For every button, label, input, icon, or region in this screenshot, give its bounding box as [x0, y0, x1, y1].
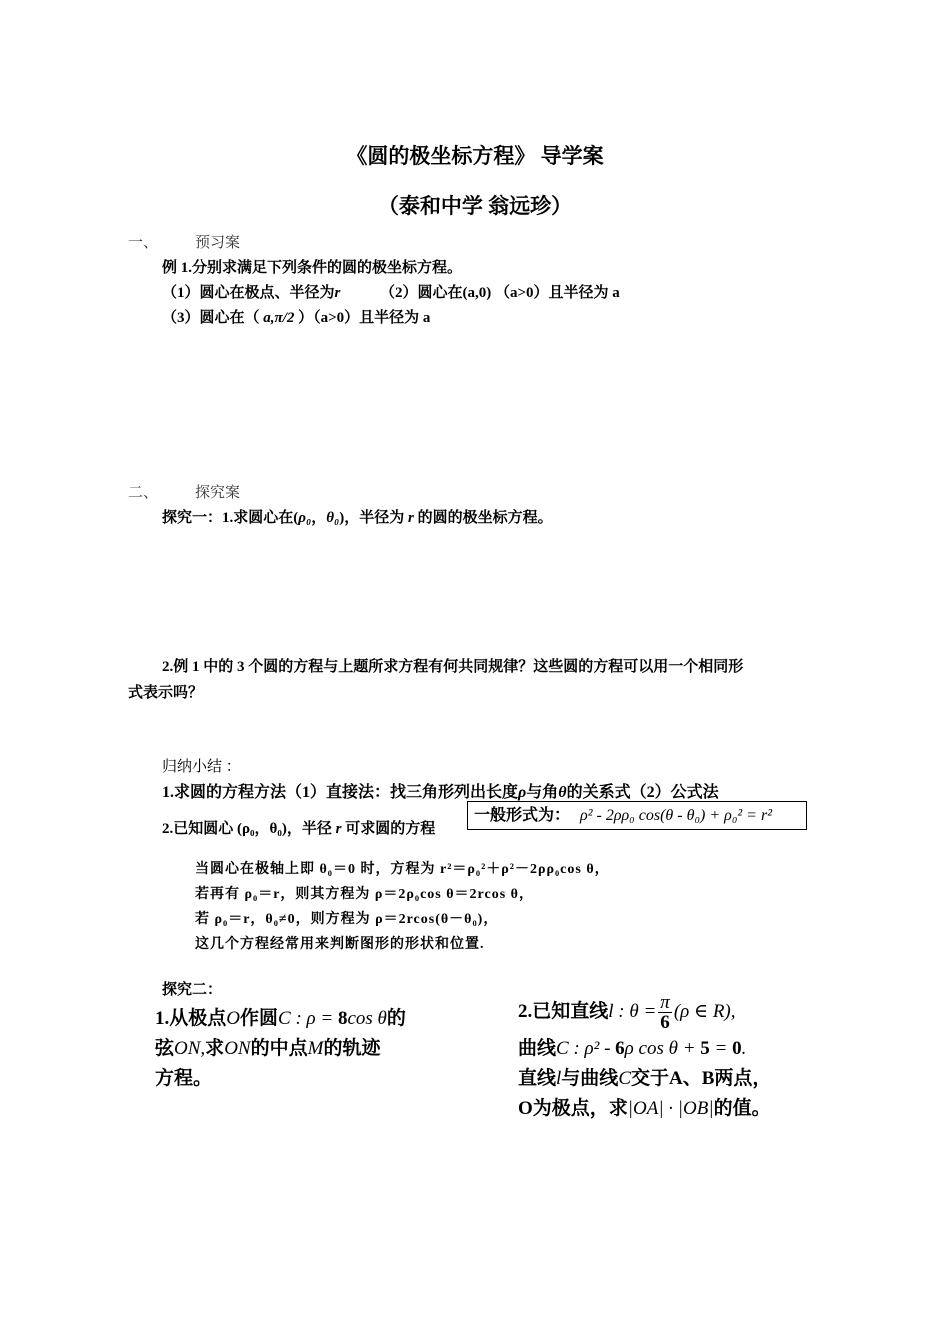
p1-text: 弦	[155, 1038, 175, 1059]
pi-over-6-fraction	[658, 993, 672, 1032]
summary-line-1-pre: 1.求圆的方程方法（1）直接法：找三角形列出长度	[162, 784, 519, 801]
p2-curve-equation: C : ρ² -	[556, 1038, 616, 1059]
p2-text: 的值。	[713, 1098, 771, 1119]
p1-text: 的中点	[250, 1038, 308, 1059]
p2-text: 直线	[518, 1068, 557, 1089]
p2-line-equation: l : θ =	[608, 1001, 657, 1022]
note-line-2: 若再有 ρ₀＝r，则其方程为 ρ＝2ρ₀cos θ＝2rcos θ，	[195, 887, 534, 902]
question-2-line-1: 2.例 1 中的 3 个圆的方程与上题所求方程有何共同规律？这些圆的方程可以用一个相同形	[162, 659, 744, 675]
general-form-formula: ρ² - 2ρρ₀ cos(θ - θ₀) + ρ₀² = r²	[580, 807, 772, 824]
condition-3-pre: （3）圆心在（	[162, 310, 260, 326]
theta0: θ₀	[326, 510, 340, 526]
condition-3-center: a,π/2	[263, 310, 295, 326]
theta-symbol: θ	[558, 784, 567, 801]
p1-ON: ON,	[174, 1038, 206, 1059]
example-1-condition-1	[162, 281, 340, 302]
note-line-1: 当圆心在极轴上即 θ₀＝0 时，方程为 r²＝ρ₀²＋ρ²－2ρρ₀cos θ，	[195, 862, 610, 877]
condition-3-post: ）（a>0）且半径为 a	[298, 310, 431, 326]
example-1-condition-2: （2）圆心在(a,0) （a>0）且半径为 a	[380, 285, 620, 301]
problem-2-line-1	[518, 990, 771, 1034]
radius-var: r	[334, 285, 341, 301]
summary-line-2-post: 可求圆的方程	[345, 821, 436, 837]
problem-2	[518, 990, 771, 1124]
fraction-numerator: π	[660, 992, 670, 1014]
summary-line-1	[162, 779, 719, 802]
explore-2-heading: 探究二：	[162, 982, 223, 998]
p1-text: 的轨迹	[323, 1038, 381, 1059]
note-line-4: 这几个方程经常用来判断图形的形状和位置.	[195, 937, 485, 952]
explore-1-mid: )，半径为	[339, 510, 405, 526]
p2-six: 6	[615, 1038, 625, 1059]
page-subtitle: （泰和中学 翁远珍）	[377, 194, 573, 218]
p1-text: 的	[386, 1008, 406, 1029]
problem-1	[155, 1004, 406, 1094]
p1-eight: 8	[337, 1008, 348, 1029]
problem-1-line-3: 方程。	[155, 1068, 213, 1089]
explore-1-question	[162, 506, 553, 527]
p2-curve-equation: ρ cos θ +	[624, 1038, 701, 1059]
note-line-3: 若 ρ₀＝r，θ₀≠0，则方程为 ρ＝2rcos(θ－θ₀)，	[195, 912, 499, 927]
section-2-number: 二、	[128, 485, 159, 501]
example-1-title: 例 1.分别求满足下列条件的圆的极坐标方程。	[162, 260, 463, 276]
p2-equals: =	[709, 1038, 733, 1059]
explore-1-post: 的圆的极坐标方程。	[417, 510, 553, 526]
summary-line-1-mid: 与角	[526, 784, 559, 801]
p1-cos: cos θ	[347, 1008, 387, 1029]
p2-l: l	[556, 1068, 562, 1089]
p1-M: M	[307, 1038, 324, 1059]
p2-text: 与曲线	[561, 1068, 619, 1089]
rho0: ρ₀	[298, 510, 312, 526]
summary-heading: 归纳小结 ：	[162, 759, 241, 775]
radius-var: r	[408, 510, 414, 526]
p2-C: C	[618, 1068, 631, 1089]
summary-line-2	[162, 817, 435, 838]
p2-text: 曲线	[518, 1038, 557, 1059]
p2-period: .	[741, 1038, 747, 1059]
section-1-number: 一、	[128, 235, 159, 251]
section-1-label: 预习案	[195, 235, 241, 251]
p2-five: 5	[700, 1038, 710, 1059]
p2-text: 2.已知直线	[518, 1001, 609, 1022]
p2-product: |OA| · |OB|	[627, 1098, 714, 1119]
general-form-label: 一般形式为：	[474, 807, 571, 824]
rho-symbol: ρ	[518, 784, 527, 801]
p2-text: 交于A、B两点，	[631, 1068, 772, 1089]
p2-domain: (ρ ∈ R),	[673, 1001, 736, 1022]
problem-1-line-2	[155, 1034, 406, 1064]
p1-equation: C : ρ =	[278, 1008, 338, 1029]
p1-text: 1.从极点	[155, 1008, 227, 1029]
summary-line-1-post: 的关系式（2）公式法	[566, 784, 719, 801]
explore-1-comma: ，	[311, 510, 327, 526]
summary-line-2-pre: 2.已知圆心 (ρ₀，θ₀)，半径	[162, 821, 332, 837]
fraction-denominator: 6	[660, 1012, 670, 1034]
general-form-box	[467, 801, 807, 830]
problem-1-line-1	[155, 1004, 406, 1034]
explore-1-pre: 探究一：1.求圆心在(	[162, 510, 299, 526]
p1-O: O	[226, 1008, 240, 1029]
page-title: 《圆的极坐标方程》 导学案	[346, 144, 604, 168]
p1-text: 求	[205, 1038, 225, 1059]
question-2-line-2: 式表示吗？	[128, 685, 204, 701]
p1-ON: ON	[224, 1038, 251, 1059]
p2-text: O为极点，求	[518, 1098, 628, 1119]
radius-var: r	[335, 821, 342, 837]
example-1-condition-3	[162, 306, 430, 327]
problem-2-line-3	[518, 1064, 771, 1094]
condition-1-text: （1）圆心在极点、半径为	[162, 285, 335, 301]
p2-zero: 0	[732, 1038, 742, 1059]
problem-2-line-4	[518, 1094, 771, 1124]
p1-text: 作圆	[240, 1008, 279, 1029]
problem-2-line-2	[518, 1034, 771, 1064]
section-2-label: 探究案	[195, 485, 241, 501]
